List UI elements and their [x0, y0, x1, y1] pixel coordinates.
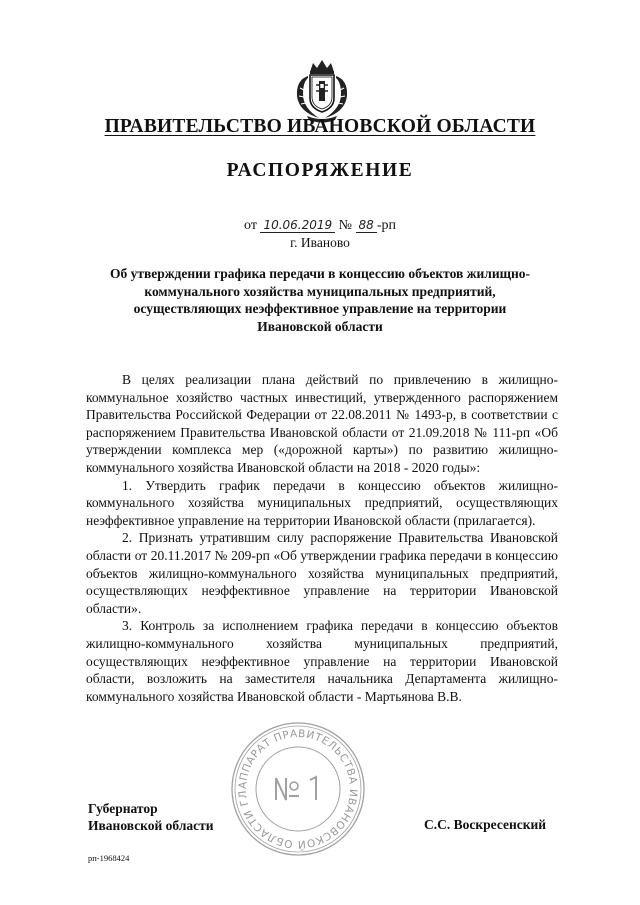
document-subject: Об утверждении графика передачи в концессию объектов жилищно-коммунального хозяйства муниципальных предприятий, осуществляющих неэффективное управление на территории Ивановской области	[109, 266, 531, 334]
document-body	[86, 371, 558, 705]
item-3-paragraph: 3. Контроль за исполнением графика передачи в концессию объектов жилищно-коммунального хозяйства муниципальных предприятий, осуществляющих неэффективное управление на территории Ивановской области, возложить на заместителя начальника Департамента жилищно-коммунального хозяйства Ивановской области - Мартьянова В.В.	[86, 618, 558, 704]
document-number: 88	[356, 218, 377, 233]
number-suffix: -рп	[376, 218, 396, 233]
signatory-position	[88, 800, 214, 834]
signatory-position-line2: Ивановской области	[88, 818, 214, 833]
svg-text:АППАРАТ ПРАВИТЕЛЬСТВА ИВАНОВСК: АППАРАТ ПРАВИТЕЛЬСТВА ИВАНОВСКОЙ ОБЛАСТИ ГЛ	[236, 727, 360, 851]
city: г. Иваново	[290, 235, 350, 250]
signatory-position-line1: Губернатор	[88, 801, 158, 816]
preamble-paragraph: В целях реализации плана действий по привлечению в жилищно-коммунальное хозяйство частных инвестиций, утвержденного распоряжением Правительства Российской Федерации от 22.08.2011 № 1493-р, в соответствии с распоряжением Правительства Ивановской области от 21.09.2018 № 111-рп «Об утверждении комплекса мер («дорожной карты») по развитию жилищно-коммунального хозяйства Ивановской области на 2018 - 2020 годы»:	[86, 372, 558, 475]
coat-of-arms-emblem	[291, 58, 353, 124]
registration-code: рп-1968424	[88, 853, 130, 863]
item-1-paragraph: 1. Утвердить график передачи в концессию объектов жилищно-коммунального хозяйства муниципальных предприятий, осуществляющих неэффективное управление на территории Ивановской области (прилагается).	[86, 477, 558, 528]
number-prefix: №	[338, 218, 353, 233]
official-stamp	[228, 718, 368, 860]
government-title: ПРАВИТЕЛЬСТВО ИВАНОВСКОЙ ОБЛАСТИ	[104, 116, 536, 137]
date-number-line	[0, 218, 640, 234]
item-2-paragraph: 2. Признать утратившим силу распоряжение Правительства Ивановской области от 20.11.2017 № 209-рп «Об утверждении графика передачи в концессию объектов жилищно-коммунального хозяйства муниципальных предприятий, осуществляющих неэффективное управление на территории Ивановской области».	[86, 530, 558, 616]
document-type-heading: РАСПОРЯЖЕНИЕ	[226, 160, 414, 181]
date-prefix: от	[244, 218, 257, 233]
signatory-name: С.С. Воскресенский	[424, 817, 547, 832]
document-date: 10.06.2019	[260, 218, 335, 233]
